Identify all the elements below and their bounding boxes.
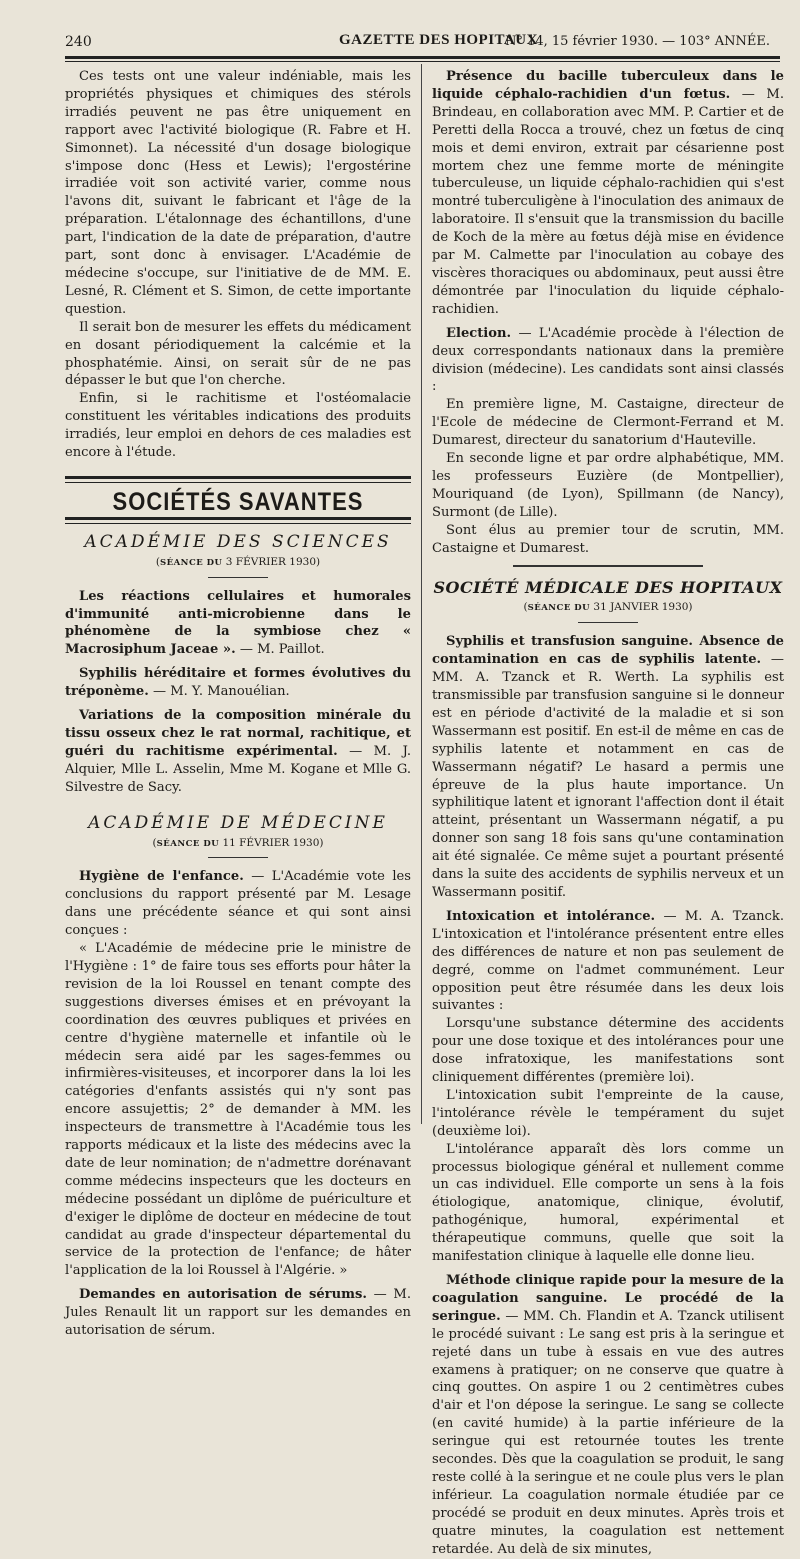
seance-medecine: (SÉANCE DU 11 FÉVRIER 1930) xyxy=(152,836,324,849)
election-item: Election. — L'Académie procède à l'élection de deux correspondants nationaux dans la première division (médecine). Les candidats sont ainsi classés : xyxy=(432,325,784,395)
seance-sciences: (SÉANCE DU 3 FÉVRIER 1930) xyxy=(155,555,321,568)
intro-paragraph-3: Enfin, si le rachitisme et l'ostéomalacie constituent les véritables indications des produits irradiés, leur emploi en dehors de ces maladies est encore à l'étude. xyxy=(65,391,411,461)
serums-item: Demandes en autorisation de sérums. — M. Jules Renault lit un rapport sur les demandes en autorisation de sérum. xyxy=(65,1287,411,1339)
short-rule-3 xyxy=(578,622,638,623)
methode-item: Méthode clinique rapide pour la mesure de la coagulation sanguine. Le procédé de la seringue. — MM. Ch. Flandin et A. Tzanck utilisent le procédé suivant : Le sang est pris à la seringue et rejeté dans un tube à essais en vue des autres examens à pratiquer; on ne conserve que quatre à cinq gouttes. On aspire 1 ou 2 centimètres cubes d'air et l'on dépose la seringue. Le sang se collecte (en cavité humide) à la partie inférieure de la seringue qui est retournée toutes les trente secondes. Dès que la coagulation se produit, le sang reste collé à la seringue et ne coule plus vers le plan inférieur. La coagulation normale étudiée par ce procédé se produit en deux minutes. Après trois et quatre minutes, la coagulation est nettement retardée. Au delà de six minutes, xyxy=(432,1273,784,1557)
header-rule-thin xyxy=(65,61,780,62)
hygiene-item: Hygiène de l'enfance. — L'Académie vote les conclusions du rapport présenté par M. Lesage dans une précédente séance et qui sont ainsi conçues : xyxy=(65,869,411,939)
election-paragraph-2: En première ligne, M. Castaigne, directeur de l'Ecole de médecine de Clermont-Ferrand et M. Dumarest, directeur du sanatorium d'Hauteville. xyxy=(432,397,784,449)
page-number: 240 xyxy=(65,34,92,50)
sciences-item-3: Variations de la composition minérale du tissu osseux chez le rat normal, rachitique, et guéri du rachitisme expérimental. — M. J. Alquier, Mlle L. Asselin, Mme M. Kogane et Mlle G. Silvestre de Sacy. xyxy=(65,708,411,795)
societe-medicale-title: SOCIÉTÉ MÉDICALE DES HOPITAUX xyxy=(433,578,783,598)
page-header xyxy=(65,30,770,58)
intoxication-paragraph-3: L'intoxication subit l'empreinte de la cause, l'intolérance révèle le tempérament du sujet (deuxième loi). xyxy=(432,1087,784,1139)
intoxication-paragraph-2: Lorsqu'une substance détermine des accidents pour une dose toxique et des intolérances pour une dose infratoxique, les manifestations sont cliniquement différentes (première loi). xyxy=(432,1016,784,1086)
intoxication-paragraph-4: L'intolérance apparaît dès lors comme un processus biologique général et nullement comme un cas individuel. Elle comporte un sens à la fois étiologique, anatomique, clinique, évolutif, pathogénique, humoral, expérimental et thérapeutique communs, quelle que soit la manifestation clinique à laquelle elle donne lieu. xyxy=(432,1141,784,1265)
sciences-item-1: Les réactions cellulaires et humorales d'immunité anti-microbienne dans le phénomène de la symbiose chez « Macrosiphum Jaceae ». — M. Paillot. xyxy=(65,588,411,658)
short-rule-2 xyxy=(208,857,268,858)
section-rule-2 xyxy=(65,517,411,524)
intro-paragraph-1: Ces tests ont une valeur indéniable, mais les propriétés physiques et chimiques des stérols irradiés peuvent ne pas être uniquement en rapport avec l'activité biologique (R. Fabre et H. Simonnet). La nécessité d'un dosage biologique s'impose donc (Hess et Lewis); l'ergostérine irradiée voit son activité varier, comme nous l'avons dit, suivant le fabricant et l'âge de la préparation. L'étalonnage des échantillons, d'une part, l'indication de la date de préparation, d'autre part, sont donc à envisager. L'Académie de médecine s'occupe, sur l'initiative de de MM. E. Lesné, R. Clément et S. Simon, de cette importante question. xyxy=(65,69,411,317)
bacille-item: Présence du bacille tuberculeux dans le liquide céphalo-rachidien d'un fœtus. — M. Brindeau, en collaboration avec MM. P. Cartier et de Peretti della Rocca a trouvé, chez un fœtus de cinq mois et demi environ, extrait par césarienne post mortem chez une femme morte de méningite tuberculeuse, un liquide céphalo-rachidien qui s'est montré tuberculigène à l'inoculation des animaux de laboratoire. Il s'ensuit que la transmission du bacille de Koch de la mère au fœtus déjà mise en évidence par M. Calmette par l'inoculation au cobaye des viscères thoraciques ou abdominaux, peut aussi être démontrée par l'inoculation du liquide céphalo-rachidien. xyxy=(432,69,784,317)
syphilis-item: Syphilis et transfusion sanguine. Absence de contamination en cas de syphilis latente. — MM. A. Tzanck et R. Werth. La syphilis est transmissible par transfusion sanguine si le donneur est en période d'activité de la maladie et si son Wassermann est positif. En est-il de même en cas de syphilis latente et notamment en cas de Wassermann négatif? Le hasard a permis une épreuve de la plus haute importance. Un syphilitique latent et ignorant l'affection dont il était atteint, présentant un Wassermann négatif, a pu donner son sang 18 fois sans qu'une contamination ait été signalée. Ce même sujet a pourtant présenté dans la suite des accidents de syphilis nerveux et un Wassermann positif. xyxy=(432,634,784,900)
intro-paragraph-2: Il serait bon de mesurer les effets du médicament en dosant périodiquement la calcémie et la phosphatémie. Ainsi, on serait sûr de ne pas dépasser le but que l'on cherche. xyxy=(65,319,411,389)
short-rule xyxy=(208,577,268,578)
sciences-item-2: Syphilis héréditaire et formes évolutives du tréponème. — M. Y. Manouélian. xyxy=(65,666,411,700)
separator-rule xyxy=(513,565,703,567)
journal-title: GAZETTE DES HOPITAUX xyxy=(339,32,538,48)
section-title: SOCIÉTÉS SAVANTES xyxy=(112,486,364,516)
section-rule xyxy=(65,476,411,483)
left-column xyxy=(65,68,411,1340)
header-rule-thick xyxy=(65,56,780,59)
issue-info: N° 14, 15 février 1930. — 103° ANNÉE. xyxy=(505,34,770,49)
column-divider xyxy=(421,64,422,1124)
academie-medecine-title: ACADÉMIE DE MÉDECINE xyxy=(88,812,388,833)
intoxication-item: Intoxication et intolérance. — M. A. Tzanck. L'intoxication et l'intolérance présentent entre elles des différences de nature et non pas seulement de degré, comme on l'admet communément. Leur opposition peut être résumée dans les deux lois suivantes : xyxy=(432,908,784,1014)
academie-sciences-title: ACADÉMIE DES SCIENCES xyxy=(84,531,392,552)
seance-smh: (SÉANCE DU 31 JANVIER 1930) xyxy=(523,601,693,614)
right-column xyxy=(432,68,784,1559)
election-paragraph-3: En seconde ligne et par ordre alphabétique, MM. les professeurs Euzière (de Montpellier), Mouriquand (de Lyon), Spillmann (de Nancy), Surmont (de Lille). xyxy=(432,451,784,520)
election-paragraph-4: Sont élus au premier tour de scrutin, MM. Castaigne et Dumarest. xyxy=(432,522,784,556)
hygiene-quote: « L'Académie de médecine prie le ministre de l'Hygiène : 1° de faire tous ses efforts pour hâter la revision de la loi Roussel en tenant compte des suggestions diverses émises et en prévoyant la coordination des œuvres publiques et privées en centre d'hygiène maternelle et infantile où le médecin sera aidé par les sages-femmes ou infirmières-visiteuses, et incorporer dans la loi les catégories d'enfants assistés qui n'y sont pas encore assujettis; 2° de demander à MM. les inspecteurs de transmettre à l'Académie tous les rapports médicaux et la liste des médecins avec la date de leur nomination; de n'admettre dorénavant comme médecins inspecteurs que les docteurs en médecine possédant un diplôme de puériculture et d'exiger le diplôme de docteur en médecine de tout candidat au grade d'inspecteur départemental du service de la protection de l'enfance; de hâter l'application de la loi Roussel à l'Algérie. » xyxy=(65,941,411,1279)
